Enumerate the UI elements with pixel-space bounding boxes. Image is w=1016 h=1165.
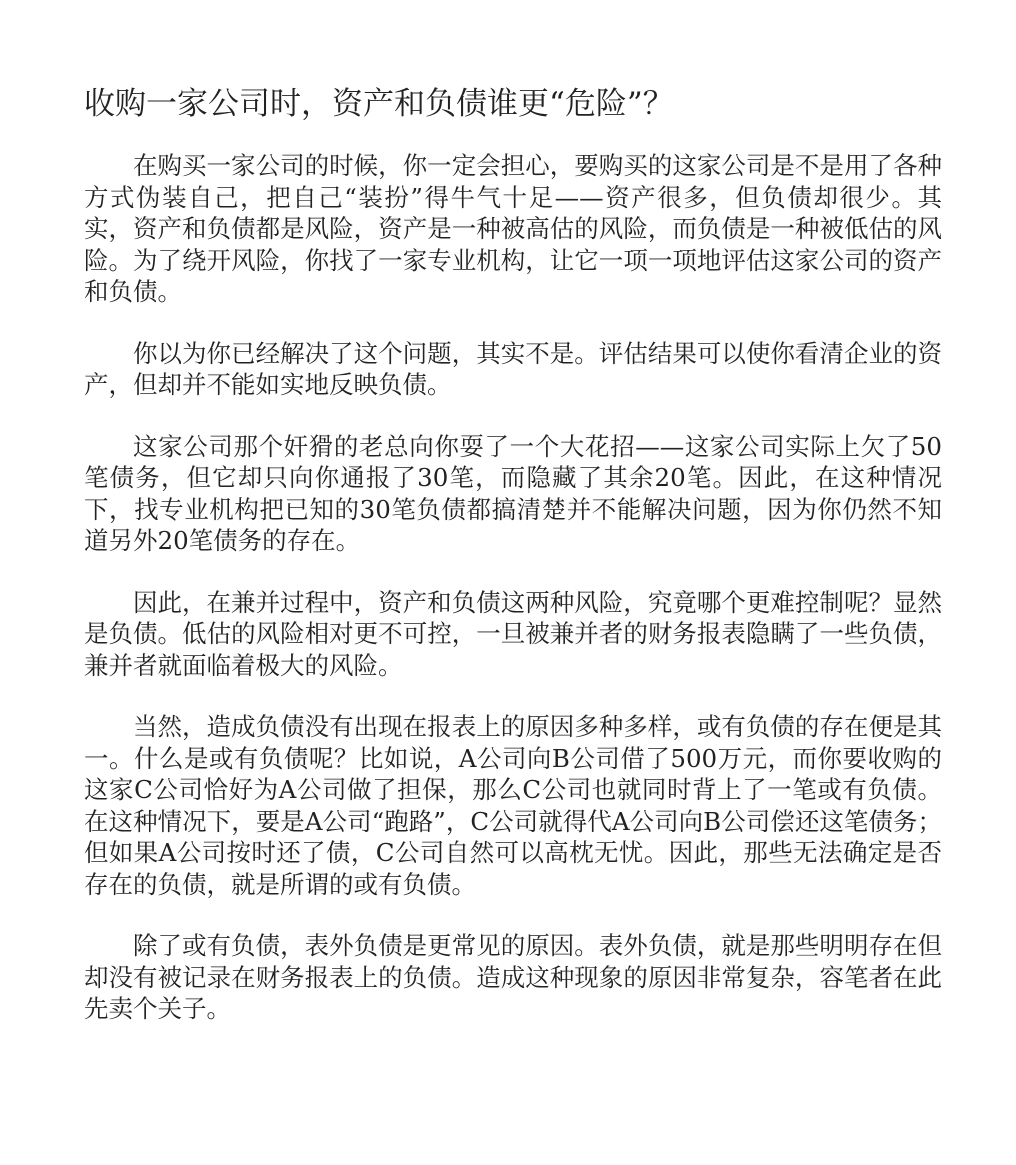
paragraph-1: 在购买一家公司的时候，你一定会担心，要购买的这家公司是不是用了各种方式伪装自己，把自己“装扮”得牛气十足——资产很多，但负债却很少。其实，资产和负债都是风险，资产是一种被高估的风险，而负债是一种被低估的风险。为了绕开风险，你找了一家专业机构，让它一项一项地评估这家公司的资产和负债。 — [84, 151, 942, 306]
paragraph-2: 你以为你已经解决了这个问题，其实不是。评估结果可以使你看清企业的资产，但却并不能如实地反映负债。 — [84, 338, 942, 399]
paragraph-3: 这家公司那个奸猾的老总向你耍了一个大花招——这家公司实际上欠了50笔债务，但它却只向你通报了30笔，而隐藏了其余20笔。因此，在这种情况下，找专业机构把已知的30笔负债都搞清楚并不能解决问题，因为你仍然不知道另外20笔债务的存在。 — [84, 431, 942, 555]
paragraph-4: 因此，在兼并过程中，资产和负债这两种风险，究竟哪个更难控制呢？显然是负债。低估的风险相对更不可控，一旦被兼并者的财务报表隐瞒了一些负债，兼并者就面临着极大的风险。 — [84, 587, 942, 680]
article-title: 收购一家公司时，资产和负债谁更“危险”？ — [84, 86, 674, 122]
article — [84, 82, 942, 1055]
paragraph-6: 除了或有负债，表外负债是更常见的原因。表外负债，就是那些明明存在但却没有被记录在财务报表上的负债。造成这种现象的原因非常复杂，容笔者在此先卖个关子。 — [84, 931, 942, 1023]
paragraph-5: 当然，造成负债没有出现在报表上的原因多种多样，或有负债的存在便是其一。什么是或有负债呢？比如说，A公司向B公司借了500万元，而你要收购的这家C公司恰好为A公司做了担保，那么C公司也就同时背上了一笔或有负债。在这种情况下，要是A公司“跑路”，C公司就得代A公司向B公司偿还这笔债务；但如果A公司按时还了债，C公司自然可以高枕无忧。因此，那些无法确定是否存在的负债，就是所谓的或有负债。 — [84, 712, 942, 899]
